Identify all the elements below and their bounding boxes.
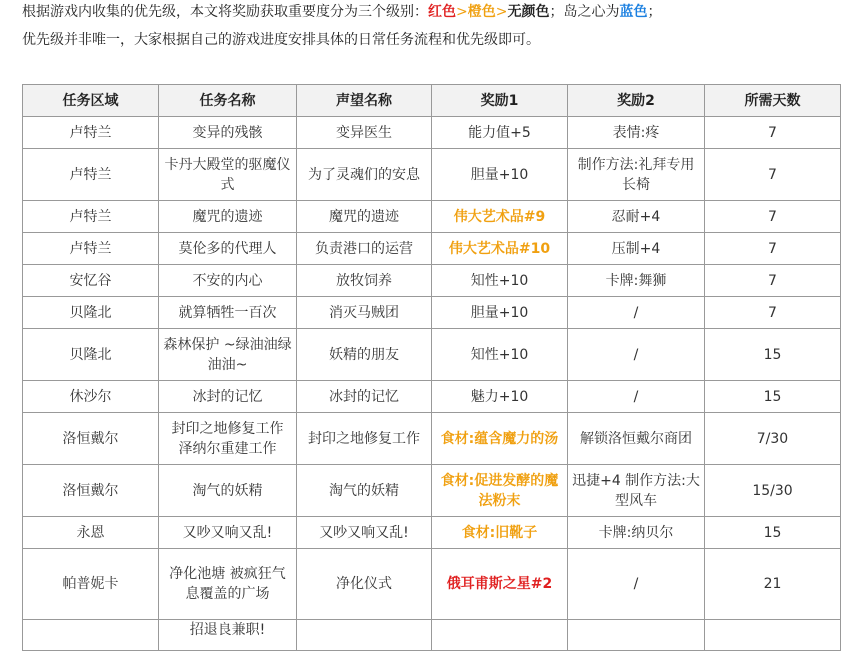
cell-reward-2: 卡牌:纳贝尔 <box>568 517 705 549</box>
cell-reward-2: / <box>568 329 705 381</box>
cell-reputation: 淘气的妖精 <box>297 465 432 517</box>
cell-task: 封印之地修复工作 泽纳尔重建工作 <box>159 413 297 465</box>
cell-task: 冰封的记忆 <box>159 381 297 413</box>
table-row <box>23 297 841 329</box>
table-row <box>23 265 841 297</box>
cell-area: 洛恒戴尔 <box>23 465 159 517</box>
table-row <box>23 549 841 620</box>
cell-reputation: 冰封的记忆 <box>297 381 432 413</box>
cell-task: 又吵又响又乱! <box>159 517 297 549</box>
intro-text: ；岛之心为 <box>549 4 620 20</box>
table-row <box>23 620 841 651</box>
table-row <box>23 465 841 517</box>
cell-task: 莫伦多的代理人 <box>159 233 297 265</box>
table-row <box>23 329 841 381</box>
cell-task: 魔咒的遗迹 <box>159 201 297 233</box>
cell-reward-2: 制作方法:礼拜专用长椅 <box>568 149 705 201</box>
cell-reputation: 放牧饲养 <box>297 265 432 297</box>
cell-reward-1: 魅力+10 <box>432 381 568 413</box>
cell-reward-1: 伟大艺术品#10 <box>432 233 568 265</box>
cell-reputation: 负责港口的运营 <box>297 233 432 265</box>
cell-days: 15/30 <box>705 465 841 517</box>
intro-text: 根据游戏内收集的优先级，本文将奖励获取重要度分为三个级别： <box>22 4 428 20</box>
cell-area: 永恩 <box>23 517 159 549</box>
cell-days: 7 <box>705 149 841 201</box>
gt-symbol: > <box>495 4 508 20</box>
cell-reputation: 封印之地修复工作 <box>297 413 432 465</box>
cell-area: 贝隆北 <box>23 329 159 381</box>
cell-reward-1: 胆量+10 <box>432 297 568 329</box>
cell-reward-1: 食材:蕴含魔力的汤 <box>432 413 568 465</box>
cell-days: 7 <box>705 117 841 149</box>
intro-text: ； <box>647 4 662 20</box>
cell-area: 卢特兰 <box>23 201 159 233</box>
cell-days: 15 <box>705 329 841 381</box>
cell-reward-2: 解锁洛恒戴尔商团 <box>568 413 705 465</box>
cell-reward-2: 卡牌:舞狮 <box>568 265 705 297</box>
cell-reward-2: 压制+4 <box>568 233 705 265</box>
cell-days: 7 <box>705 297 841 329</box>
cell-days: 15 <box>705 381 841 413</box>
cell-reward-1: 胆量+10 <box>432 149 568 201</box>
table-row <box>23 201 841 233</box>
cell-task: 卡丹大殿堂的驱魔仪式 <box>159 149 297 201</box>
table-row <box>23 413 841 465</box>
quest-table-wrapper <box>22 84 840 651</box>
cell-reward-2: 表情:疼 <box>568 117 705 149</box>
cell-reward-1 <box>432 620 568 651</box>
cell-reward-2: / <box>568 549 705 620</box>
cell-reputation: 为了灵魂们的安息 <box>297 149 432 201</box>
header-reward-1: 奖励1 <box>432 85 568 117</box>
cell-reward-2 <box>568 620 705 651</box>
cell-reward-2: 忍耐+4 <box>568 201 705 233</box>
cell-reward-1: 食材:旧靴子 <box>432 517 568 549</box>
cell-reward-1: 食材:促进发酵的魔法粉末 <box>432 465 568 517</box>
header-area: 任务区域 <box>23 85 159 117</box>
cell-task: 变异的残骸 <box>159 117 297 149</box>
cell-days: 7 <box>705 233 841 265</box>
cell-area: 洛恒戴尔 <box>23 413 159 465</box>
cell-area: 卢特兰 <box>23 149 159 201</box>
cell-days: 21 <box>705 549 841 620</box>
table-row <box>23 233 841 265</box>
table-row <box>23 517 841 549</box>
cell-area: 卢特兰 <box>23 233 159 265</box>
cell-reward-1: 知性+10 <box>432 265 568 297</box>
cell-days: 7 <box>705 201 841 233</box>
cell-reward-1: 俄耳甫斯之星#2 <box>432 549 568 620</box>
cell-task: 淘气的妖精 <box>159 465 297 517</box>
cell-reputation: 妖精的朋友 <box>297 329 432 381</box>
cell-reputation <box>297 620 432 651</box>
cell-reputation: 又吵又响又乱! <box>297 517 432 549</box>
cell-days: 7 <box>705 265 841 297</box>
gt-symbol: > <box>456 4 468 20</box>
cell-reward-2: 迅捷+4 制作方法:大型风车 <box>568 465 705 517</box>
cell-task: 森林保护 ~绿油油绿油油~ <box>159 329 297 381</box>
cell-task: 净化池塘 被疯狂气息覆盖的广场 <box>159 549 297 620</box>
cell-area: 卢特兰 <box>23 117 159 149</box>
cell-area: 帕普妮卡 <box>23 549 159 620</box>
header-days: 所需天数 <box>705 85 841 117</box>
no-color-label: 无颜色 <box>507 4 550 20</box>
blue-label: 蓝色 <box>619 4 648 20</box>
quest-table <box>22 84 841 651</box>
cell-days <box>705 620 841 651</box>
cell-reward-1: 知性+10 <box>432 329 568 381</box>
table-row <box>23 381 841 413</box>
cell-reputation: 变异医生 <box>297 117 432 149</box>
cell-task: 就算牺牲一百次 <box>159 297 297 329</box>
cell-reward-2: / <box>568 297 705 329</box>
cell-reward-2: / <box>568 381 705 413</box>
header-task: 任务名称 <box>159 85 297 117</box>
cell-reward-1: 能力值+5 <box>432 117 568 149</box>
table-row <box>23 149 841 201</box>
intro-line-1 <box>22 2 661 22</box>
cell-days: 15 <box>705 517 841 549</box>
cell-area: 安忆谷 <box>23 265 159 297</box>
red-label: 红色 <box>428 4 456 20</box>
cell-reputation: 魔咒的遗迹 <box>297 201 432 233</box>
table-header-row <box>23 85 841 117</box>
table-row <box>23 117 841 149</box>
orange-label: 橙色 <box>467 4 496 20</box>
cell-reputation: 净化仪式 <box>297 549 432 620</box>
intro-line-2: 优先级并非唯一，大家根据自己的游戏进度安排具体的日常任务流程和优先级即可。 <box>22 32 540 48</box>
header-reward-2: 奖励2 <box>568 85 705 117</box>
cell-task: 招退良兼职! <box>159 620 297 651</box>
cell-reward-1: 伟大艺术品#9 <box>432 201 568 233</box>
cell-task: 不安的内心 <box>159 265 297 297</box>
cell-area: 贝隆北 <box>23 297 159 329</box>
cell-area <box>23 620 159 651</box>
cell-reputation: 消灭马贼团 <box>297 297 432 329</box>
header-reputation: 声望名称 <box>297 85 432 117</box>
cell-days: 7/30 <box>705 413 841 465</box>
cell-area: 休沙尔 <box>23 381 159 413</box>
